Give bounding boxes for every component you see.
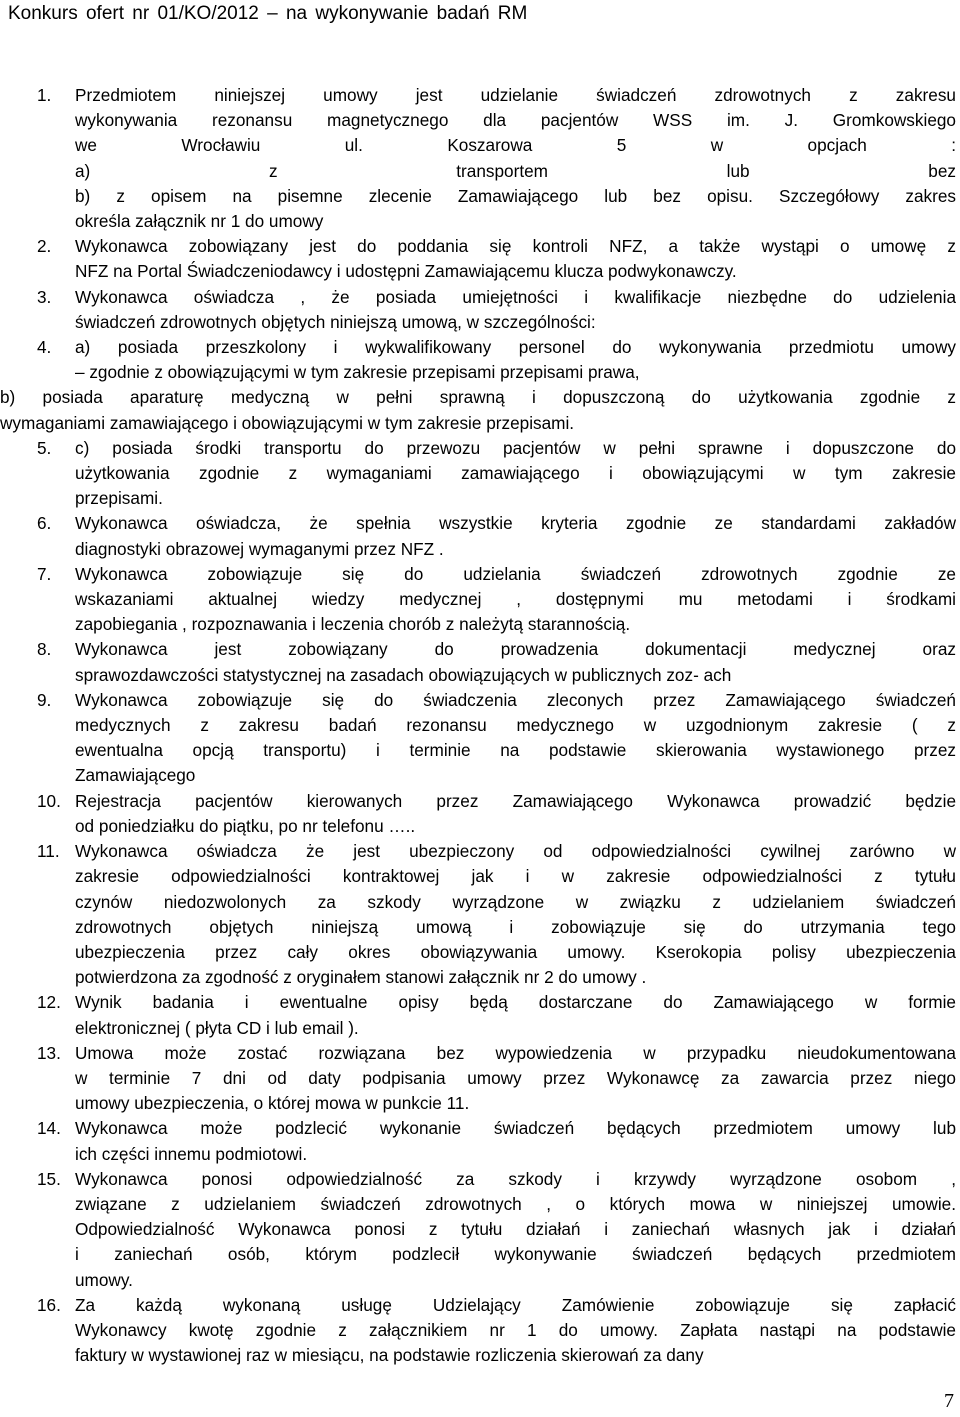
list-item (0, 637, 960, 687)
item-text-line: od poniedziałku do piątku, po nr telefonu ….. (75, 815, 416, 836)
list-item (0, 789, 960, 839)
item-number: 15. (37, 1168, 61, 1189)
item-text-line: NFZ na Portal Świadczeniodawcy i udostępni Zamawiającemu klucza podwykonawczy. (75, 261, 737, 282)
item-text-line: ewentualna opcją transportu) i terminie na podstawie skierowania wystawionego przez (75, 740, 956, 761)
item-text-line: przepisami. (75, 488, 163, 509)
list-item (0, 990, 960, 1040)
item-text-line: czynów niedozwolonych za szkody wyrządzone w związku z udzielaniem świadczeń (75, 891, 956, 912)
item-text-line: Wykonawca jest zobowiązany do prowadzenia dokumentacji medycznej oraz (75, 639, 956, 660)
item-text-line: sprawozdawczości statystycznej na zasadach obowiązujących w publicznych zoz- ach (75, 664, 732, 685)
item-text-line: a) z transportem lub bez (75, 160, 956, 181)
item-number: 4. (37, 337, 52, 358)
item-text-line: Wykonawca zobowiązuje się do udzielania świadczeń zdrowotnych zgodnie ze (75, 563, 956, 584)
item-text-line: umowy. (75, 1269, 133, 1290)
item-number: 2. (37, 236, 52, 257)
page-number: 7 (944, 1390, 954, 1412)
item-text-line: elektronicznej ( płyta CD i lub email ). (75, 1017, 359, 1038)
item-text-line: użytkowania zgodnie z wymaganiami zamawiającego i obowiązującymi w tym zakresie (75, 463, 956, 484)
item-text-line: Wykonawca oświadcza , że posiada umiejętności i kwalifikacje niezbędne do udzielenia (75, 286, 956, 307)
item-text-line: wymaganiami zamawiającego i obowiązującymi w tym zakresie przepisami. (0, 412, 575, 433)
item-text-line: b) z opisem na pisemne zlecenie Zamawiającego lub bez opisu. Szczegółowy zakres (75, 185, 956, 206)
item-text-line: umowy ubezpieczenia, o której mowa w punkcie 11. (75, 1093, 470, 1114)
item-text-line: potwierdzona za zgodność z oryginałem stanowi załącznik nr 2 do umowy . (75, 967, 647, 988)
item-text-line: Wykonawca oświadcza, że spełnia wszystkie kryteria zgodnie ze standardami zakładów (75, 513, 956, 534)
item-text-line: i zaniechań osób, którym podzlecił wykonywanie świadczeń będących przedmiotem (75, 1244, 956, 1265)
item-text-line: Wykonawca może podzlecić wykonanie świadczeń będących przedmiotem umowy lub (75, 1118, 956, 1139)
item-text-line: Rejestracja pacjentów kierowanych przez Zamawiającego Wykonawca prowadzić będzie (75, 790, 956, 811)
item-text-line: Wykonawca zobowiązany jest do poddania się kontroli NFZ, a także wystąpi o umowę z (75, 236, 956, 257)
item-number: 10. (37, 790, 61, 811)
item-number: 8. (37, 639, 52, 660)
item-text-line: Zamawiającego (75, 765, 196, 786)
list-item (0, 436, 960, 512)
item-text-line: związane z udzielaniem świadczeń zdrowotnych , o których mowa w niniejszej umowie. (75, 1193, 956, 1214)
item-text-line: Wykonawcy kwotę zgodnie z załącznikiem nr 1 do umowy. Zapłata nastąpi na podstawie (75, 1319, 956, 1340)
item-text-line: w terminie 7 dni od daty podpisania umowy przez Wykonawcę za zawarcia przez niego (75, 1067, 956, 1088)
item-text-line: we Wrocławiu ul. Koszarowa 5 w opcjach : (75, 135, 956, 156)
list-item (0, 688, 960, 789)
item-text-line: Umowa może zostać rozwiązana bez wypowiedzenia w przypadku nieudokumentowana (75, 1042, 956, 1063)
item-text-line: określa załącznik nr 1 do umowy (75, 211, 324, 232)
list-item (0, 1167, 960, 1293)
item-text-line: Za każdą wykonaną usługę Udzielający Zamówienie zobowiązuje się zapłacić (75, 1294, 956, 1315)
item-text-line: ich części innemu podmiotowi. (75, 1143, 308, 1164)
list-item (0, 511, 960, 561)
item-text-line: ubezpieczenia przez cały okres obowiązywania umowy. Kserokopia polisy ubezpieczenia (75, 941, 956, 962)
item-number: 16. (37, 1294, 61, 1315)
list-item (0, 1116, 960, 1166)
list-item (0, 83, 960, 234)
item-number: 9. (37, 689, 52, 710)
list-item (0, 562, 960, 638)
list-item (0, 234, 960, 284)
item-number: 3. (37, 286, 52, 307)
item-text-line: c) posiada środki transportu do przewozu pacjentów w pełni sprawne i dopuszczone do (75, 437, 956, 458)
document-body (0, 83, 960, 1368)
item-number: 13. (37, 1042, 61, 1063)
item-text-line: diagnostyki obrazowej wymaganymi przez NFZ . (75, 538, 444, 559)
item-text-line: Wykonawca zobowiązuje się do świadczenia zleconych przez Zamawiającego świadczeń (75, 689, 956, 710)
item-number: 7. (37, 563, 52, 584)
list-item (0, 1041, 960, 1117)
item-text-line: wykonywania rezonansu magnetycznego dla pacjentów WSS im. J. Gromkowskiego (75, 110, 956, 131)
item-number: 12. (37, 992, 61, 1013)
list-item (0, 285, 960, 335)
item-text-line: medycznych z zakresu badań rezonansu medycznego w uzgodnionym zakresie ( z (75, 715, 956, 736)
item-text-line: Wykonawca oświadcza że jest ubezpieczony od odpowiedzialności cywilnej zarówno w (75, 841, 956, 862)
list-item (0, 335, 960, 385)
item-text-line: Wynik badania i ewentualne opisy będą dostarczane do Zamawiającego w formie (75, 992, 956, 1013)
item-text-line: – zgodnie z obowiązującymi w tym zakresie przepisami przepisami prawa, (75, 362, 640, 383)
item-text-line: zapobiegania , rozpoznawania i leczenia chorób z należytą starannością. (75, 614, 631, 635)
item-text-line: Wykonawca ponosi odpowiedzialność za szkody i krzywdy wyrządzone osobom , (75, 1168, 956, 1189)
item-number: 1. (37, 85, 52, 105)
document-header: Konkurs ofert nr 01/KO/2012 – na wykonywanie badań RM (8, 3, 528, 24)
item-text-line: zdrowotnych objętych niniejszą umową i zobowiązuje się do utrzymania tego (75, 916, 956, 937)
item-text-line: faktury w wystawionej raz w miesiącu, na podstawie rozliczenia skierowań za dany (75, 1345, 704, 1366)
item-text-line: wskazaniami aktualnej wiedzy medycznej , dostępnymi mu metodami i środkami (75, 589, 956, 610)
item-text-line: świadczeń zdrowotnych objętych niniejszą umową, w szczególności: (75, 311, 596, 332)
item-text-line: Odpowiedzialność Wykonawca ponosi z tytułu działań i zaniechań własnych jak i działań (75, 1219, 956, 1240)
item-number: 11. (37, 841, 60, 862)
item-text-line: b) posiada aparaturę medyczną w pełni sprawną i dopuszczoną do użytkowania zgodnie z (0, 387, 956, 408)
list-item (0, 385, 960, 435)
item-number: 5. (37, 437, 52, 458)
list-item (0, 1293, 960, 1369)
item-number: 14. (37, 1118, 61, 1139)
item-text-line: Przedmiotem niniejszej umowy jest udzielanie świadczeń zdrowotnych z zakresu (75, 85, 956, 105)
item-number: 6. (37, 513, 52, 534)
item-text-line: a) posiada przeszkolony i wykwalifikowany personel do wykonywania przedmiotu umowy (75, 337, 956, 358)
item-text-line: zakresie odpowiedzialności kontraktowej jak i w zakresie odpowiedzialności z tytułu (75, 866, 956, 887)
list-item (0, 839, 960, 990)
